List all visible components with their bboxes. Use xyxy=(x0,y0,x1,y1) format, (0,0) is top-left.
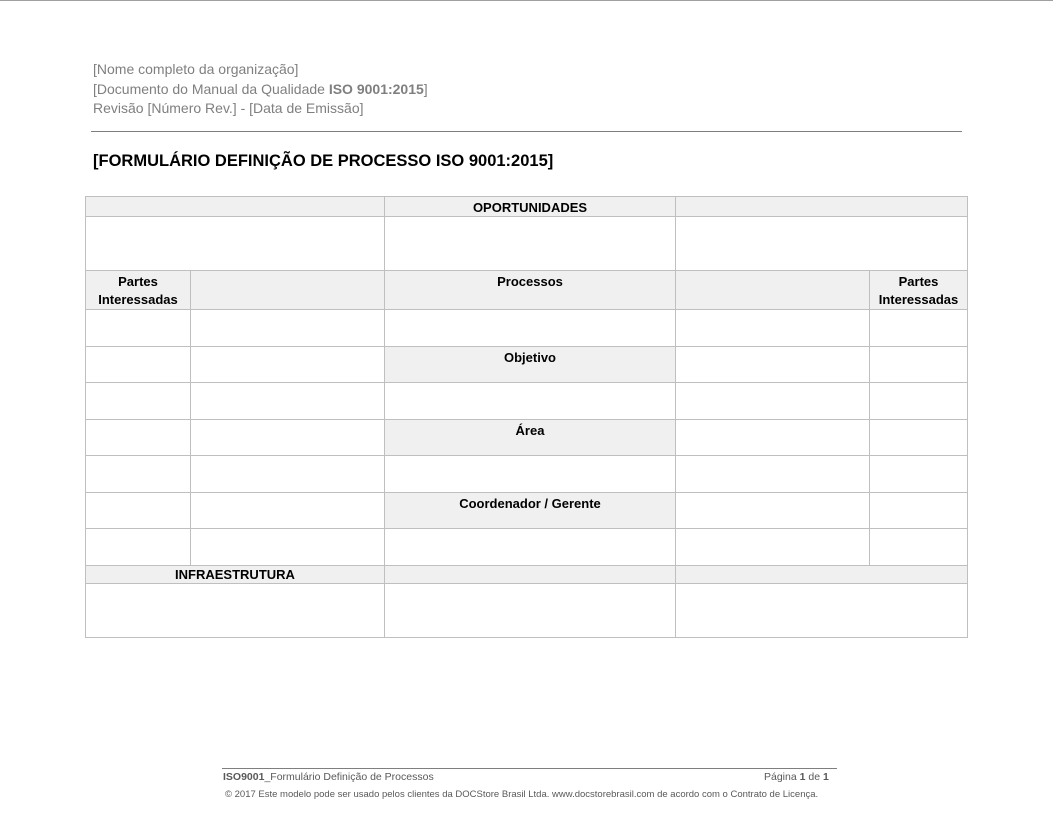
footer-doc-name xyxy=(223,771,434,783)
bottom-header-row xyxy=(86,566,968,584)
cell[interactable] xyxy=(86,347,191,383)
doc-suffix: ] xyxy=(423,80,428,97)
cell[interactable] xyxy=(86,493,191,529)
bottom-header-right xyxy=(676,566,968,584)
top-input-left[interactable] xyxy=(86,217,385,271)
cell[interactable] xyxy=(676,420,870,456)
col-header-4 xyxy=(676,271,870,310)
cell[interactable] xyxy=(870,493,968,529)
cell[interactable] xyxy=(870,347,968,383)
coordenador-input[interactable] xyxy=(385,529,676,566)
footer-divider xyxy=(222,768,837,769)
org-name: [Nome completo da organização] xyxy=(93,61,299,77)
top-input-right[interactable] xyxy=(676,217,968,271)
cell[interactable] xyxy=(191,456,385,493)
col-header-partes-right: Partes Interessadas xyxy=(870,271,968,310)
doc-line xyxy=(93,80,428,100)
area-input[interactable] xyxy=(385,456,676,493)
doc-prefix: [Documento do Manual da Qualidade xyxy=(93,80,329,97)
process-form-table xyxy=(85,196,968,638)
top-header-row xyxy=(86,197,968,217)
bottom-header-middle xyxy=(385,566,676,584)
footer-doc-code: ISO9001 xyxy=(223,771,265,783)
coordenador-label: Coordenador / Gerente xyxy=(385,493,676,529)
page-of: de xyxy=(805,771,823,783)
page-number xyxy=(764,771,829,783)
cell[interactable] xyxy=(191,493,385,529)
bottom-input-middle[interactable] xyxy=(385,584,676,638)
bottom-input-right[interactable] xyxy=(676,584,968,638)
page-total: 1 xyxy=(822,771,829,783)
table-row xyxy=(86,456,968,493)
cell[interactable] xyxy=(870,383,968,420)
top-input-row xyxy=(86,217,968,271)
cell[interactable] xyxy=(191,347,385,383)
table-row xyxy=(86,420,968,456)
top-header-oportunidades: OPORTUNIDADES xyxy=(385,197,676,217)
cell[interactable] xyxy=(191,310,385,347)
page-current: 1 xyxy=(799,771,806,783)
top-header-right xyxy=(676,197,968,217)
doc-standard: ISO 9001:2015 xyxy=(328,80,424,97)
area-label: Área xyxy=(385,420,676,456)
document-header xyxy=(93,60,428,119)
cell[interactable] xyxy=(86,420,191,456)
table-row xyxy=(86,529,968,566)
cell[interactable] xyxy=(86,456,191,493)
copyright-notice: © 2017 Este modelo pode ser usado pelos clientes da DOCStore Brasil Ltda. www.docstorebrasil.com de acordo com o Contrato de Licença. xyxy=(225,789,819,800)
footer-doc-title: _Formulário Definição de Processos xyxy=(264,771,434,783)
cell[interactable] xyxy=(870,310,968,347)
cell[interactable] xyxy=(191,383,385,420)
objetivo-input[interactable] xyxy=(385,383,676,420)
table-row xyxy=(86,347,968,383)
objetivo-label: Objetivo xyxy=(385,347,676,383)
processo-input[interactable] xyxy=(385,310,676,347)
revision-line: Revisão [Número Rev.] - [Data de Emissão] xyxy=(93,100,364,116)
top-header-left xyxy=(86,197,385,217)
col-header-2 xyxy=(191,271,385,310)
cell[interactable] xyxy=(676,456,870,493)
cell[interactable] xyxy=(870,456,968,493)
cell[interactable] xyxy=(191,420,385,456)
top-border xyxy=(0,0,1053,1)
cell[interactable] xyxy=(676,493,870,529)
cell[interactable] xyxy=(676,529,870,566)
column-header-row xyxy=(86,271,968,310)
page-title: [FORMULÁRIO DEFINIÇÃO DE PROCESSO ISO 9001:2015] xyxy=(93,152,554,170)
cell[interactable] xyxy=(676,347,870,383)
infraestrutura-input[interactable] xyxy=(86,584,385,638)
page-prefix: Página xyxy=(764,771,800,783)
cell[interactable] xyxy=(870,529,968,566)
table-row xyxy=(86,383,968,420)
cell[interactable] xyxy=(676,310,870,347)
table-row xyxy=(86,493,968,529)
header-divider xyxy=(91,131,962,132)
cell[interactable] xyxy=(191,529,385,566)
bottom-input-row xyxy=(86,584,968,638)
top-input-oportunidades[interactable] xyxy=(385,217,676,271)
col-header-partes-left: Partes Interessadas xyxy=(86,271,191,310)
col-header-processos: Processos xyxy=(385,271,676,310)
cell[interactable] xyxy=(86,529,191,566)
cell[interactable] xyxy=(870,420,968,456)
table-row xyxy=(86,310,968,347)
cell[interactable] xyxy=(86,383,191,420)
cell[interactable] xyxy=(676,383,870,420)
cell[interactable] xyxy=(86,310,191,347)
bottom-header-infraestrutura: INFRAESTRUTURA xyxy=(86,566,385,584)
